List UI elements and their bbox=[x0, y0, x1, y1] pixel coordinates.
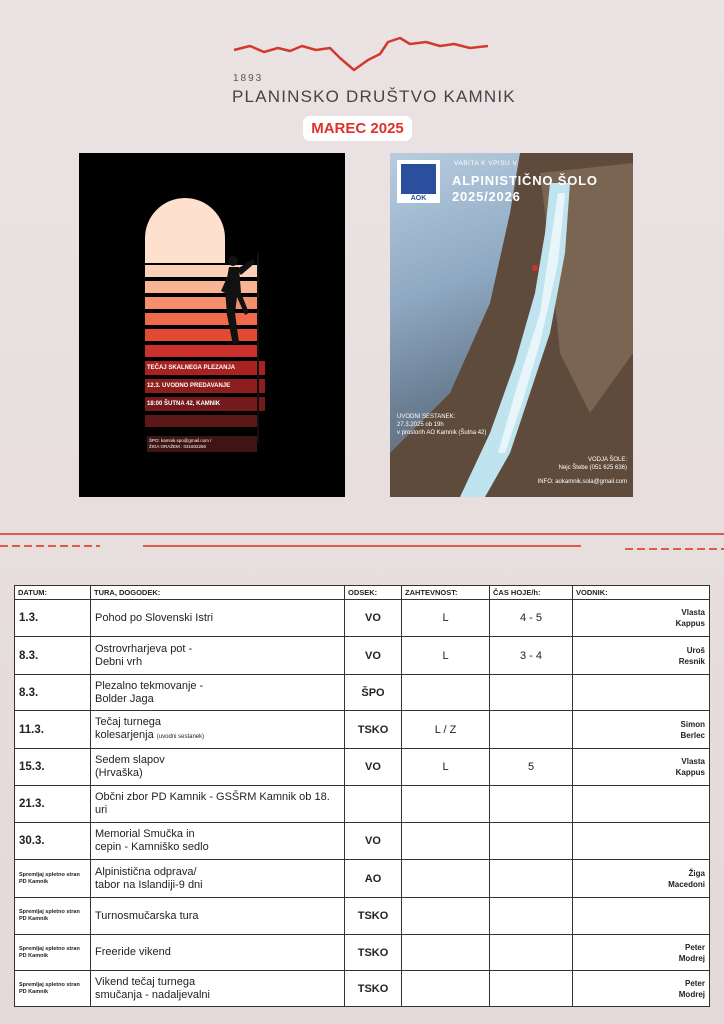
row-tour bbox=[91, 935, 345, 971]
tour-name: Pohod po Slovenski Istri bbox=[95, 611, 214, 624]
tour-name-line2: Debni vrh bbox=[95, 655, 143, 668]
row-section: TSKO bbox=[345, 898, 402, 935]
schedule-table bbox=[14, 585, 710, 1007]
row-difficulty bbox=[402, 823, 490, 860]
row-tour bbox=[91, 786, 345, 823]
guide-last: Modrej bbox=[678, 953, 705, 963]
leader-label: VODJA ŠOLE: bbox=[587, 457, 627, 463]
row-walk-time: 3 - 4 bbox=[490, 637, 573, 675]
decorative-divider bbox=[0, 530, 724, 560]
poster-sun-arch bbox=[145, 198, 225, 263]
aok-logo bbox=[397, 160, 440, 203]
guide-first: Peter bbox=[684, 942, 705, 952]
row-difficulty bbox=[402, 786, 490, 823]
row-section: TSKO bbox=[345, 971, 402, 1007]
table-row bbox=[15, 749, 710, 786]
table-row bbox=[15, 898, 710, 935]
row-walk-time bbox=[490, 786, 573, 823]
poster-contact-email: ŠPO: kamnik.spo@gmail.com / bbox=[149, 438, 212, 443]
divider-dash bbox=[625, 548, 724, 550]
poster-school-title: ALPINISTIČNO ŠOLO 2025/2026 bbox=[452, 173, 598, 204]
table-row bbox=[15, 935, 710, 971]
poster-invite-text: VABITA K VPISU V bbox=[454, 160, 518, 167]
row-tour bbox=[91, 637, 345, 675]
row-date: 8.3. bbox=[15, 637, 91, 675]
tour-name-line2: smučanja - nadaljevalni bbox=[95, 988, 210, 1001]
month-badge: MAREC 2025 bbox=[303, 116, 412, 141]
row-section: VO bbox=[345, 637, 402, 675]
row-walk-time: 5 bbox=[490, 749, 573, 786]
row-difficulty bbox=[402, 971, 490, 1007]
table-row bbox=[15, 823, 710, 860]
tour-name: Turnosmučarska tura bbox=[95, 909, 199, 922]
tour-name: Alpinistična odprava/ bbox=[95, 865, 197, 878]
guide-first: Peter bbox=[684, 978, 705, 988]
guide-first: Žiga bbox=[688, 868, 705, 878]
row-date: 8.3. bbox=[15, 675, 91, 711]
row-section: AO bbox=[345, 860, 402, 898]
col-header-difficulty: ZAHTEVNOST: bbox=[402, 586, 490, 600]
intro-time: 27.3.2025 ob 19h bbox=[397, 422, 444, 428]
row-walk-time: 4 - 5 bbox=[490, 600, 573, 637]
row-guide bbox=[573, 860, 710, 898]
poster-school-leader bbox=[559, 456, 627, 472]
tour-name: Freeride vikend bbox=[95, 946, 171, 958]
guide-first: Uroš bbox=[686, 645, 705, 655]
tour-name-line2: cepin - Kamniško sedlo bbox=[95, 841, 209, 853]
poster-lecture-place: 18:00 ŠUTNA 42, KAMNIK bbox=[145, 397, 265, 411]
row-tour bbox=[91, 749, 345, 786]
col-header-date: DATUM: bbox=[15, 586, 91, 600]
club-logo bbox=[0, 30, 724, 110]
row-difficulty: L bbox=[402, 749, 490, 786]
row-guide bbox=[573, 823, 710, 860]
row-tour bbox=[91, 711, 345, 749]
row-guide bbox=[573, 786, 710, 823]
guide-last: Resnik bbox=[678, 656, 705, 666]
mountain-ridge-icon bbox=[230, 34, 492, 74]
intro-place: v prostorih AO Kamnik (Šutna 42) bbox=[397, 430, 487, 436]
row-guide bbox=[573, 935, 710, 971]
row-date: 15.3. bbox=[15, 749, 91, 786]
col-header-guide: VODNIK: bbox=[573, 586, 710, 600]
row-guide bbox=[573, 675, 710, 711]
col-header-tour: TURA, DOGODEK: bbox=[91, 586, 345, 600]
row-tour bbox=[91, 971, 345, 1007]
row-walk-time bbox=[490, 898, 573, 935]
table-row bbox=[15, 860, 710, 898]
row-guide bbox=[573, 711, 710, 749]
guide-first: Simon bbox=[680, 719, 705, 729]
tour-note: (uvodni sestanek) bbox=[156, 733, 205, 740]
row-section: VO bbox=[345, 749, 402, 786]
row-difficulty bbox=[402, 860, 490, 898]
table-row bbox=[15, 675, 710, 711]
row-date: Spremljaj spletno stran PD Kamnik bbox=[15, 971, 91, 1007]
guide-last: Berlec bbox=[680, 730, 705, 740]
row-tour bbox=[91, 675, 345, 711]
row-guide bbox=[573, 898, 710, 935]
table-row bbox=[15, 971, 710, 1007]
row-difficulty bbox=[402, 898, 490, 935]
divider-dash bbox=[0, 545, 100, 547]
row-difficulty bbox=[402, 935, 490, 971]
organization-name: PLANINSKO DRUŠTVO KAMNIK bbox=[232, 87, 516, 106]
row-walk-time bbox=[490, 711, 573, 749]
row-date: 21.3. bbox=[15, 786, 91, 823]
row-section bbox=[345, 786, 402, 823]
row-difficulty bbox=[402, 675, 490, 711]
climbing-school-poster[interactable] bbox=[390, 153, 633, 497]
poster-course-title: TEČAJ SKALNEGA PLEZANJA bbox=[145, 361, 265, 375]
table-row bbox=[15, 711, 710, 749]
table-row bbox=[15, 600, 710, 637]
row-date: 1.3. bbox=[15, 600, 91, 637]
row-section: VO bbox=[345, 823, 402, 860]
row-date: 30.3. bbox=[15, 823, 91, 860]
tour-name: Ostrovrharjeva pot - bbox=[95, 642, 193, 655]
col-header-section: ODSEK: bbox=[345, 586, 402, 600]
climber-silhouette-icon bbox=[219, 253, 259, 353]
row-difficulty: L bbox=[402, 600, 490, 637]
tour-name-line2: (Hrvaška) bbox=[95, 767, 143, 779]
row-tour bbox=[91, 860, 345, 898]
row-walk-time bbox=[490, 935, 573, 971]
poster-intro-meeting bbox=[397, 413, 517, 437]
row-tour bbox=[91, 600, 345, 637]
tour-name: Občni zbor PD Kamnik - GSŠRM Kamnik ob 18. uri bbox=[95, 791, 330, 816]
poster-info-email: INFO: aokamnik.sola@gmail.com bbox=[537, 479, 627, 485]
aok-logo-mountains-icon bbox=[401, 164, 436, 194]
guide-last: Kappus bbox=[675, 619, 705, 628]
table-header-row bbox=[15, 586, 710, 600]
row-walk-time bbox=[490, 675, 573, 711]
climbing-course-poster[interactable] bbox=[79, 153, 345, 497]
poster-lecture-date: 12.3. UVODNO PREDAVANJE bbox=[145, 379, 265, 393]
poster-stripe bbox=[145, 415, 258, 427]
row-section: ŠPO bbox=[345, 675, 402, 711]
tour-name: Sedem slapov bbox=[95, 754, 165, 766]
tour-name-line2: kolesarjenja bbox=[95, 728, 154, 741]
tour-name: Tečaj turnega bbox=[95, 715, 162, 728]
row-guide bbox=[573, 749, 710, 786]
divider-line bbox=[0, 533, 724, 535]
row-walk-time bbox=[490, 971, 573, 1007]
row-guide bbox=[573, 971, 710, 1007]
row-guide bbox=[573, 637, 710, 675]
row-date: 11.3. bbox=[15, 711, 91, 749]
row-section: TSKO bbox=[345, 935, 402, 971]
row-date: Spremljaj spletno stran PD Kamnik bbox=[15, 898, 91, 935]
row-guide bbox=[573, 600, 710, 637]
guide-first: Vlasta bbox=[681, 608, 705, 617]
col-header-walk-time: ČAS HOJE/h: bbox=[490, 586, 573, 600]
row-section: VO bbox=[345, 600, 402, 637]
guide-last: Macedoni bbox=[668, 879, 705, 889]
aok-logo-label: AOK bbox=[410, 195, 427, 202]
tour-name-line2: tabor na Islandiji-9 dni bbox=[95, 878, 203, 891]
poster-contact-phone: ŽIGA ORAŽEM : 031602260 bbox=[149, 444, 207, 449]
intro-label: UVODNI SESTANEK: bbox=[397, 414, 456, 420]
row-walk-time bbox=[490, 823, 573, 860]
row-tour bbox=[91, 898, 345, 935]
row-date: Spremljaj spletno stran PD Kamnik bbox=[15, 935, 91, 971]
table-row bbox=[15, 637, 710, 675]
guide-last: Modrej bbox=[678, 989, 705, 999]
row-tour bbox=[91, 823, 345, 860]
row-difficulty: L / Z bbox=[402, 711, 490, 749]
leader-name: Nejc Štebe (051 625 636) bbox=[558, 465, 627, 471]
founding-year: 1893 bbox=[233, 73, 264, 84]
guide-last: Kappus bbox=[675, 768, 705, 777]
table-row bbox=[15, 786, 710, 823]
row-walk-time bbox=[490, 860, 573, 898]
divider-line bbox=[143, 545, 581, 547]
tour-name: Vikend tečaj turnega bbox=[95, 975, 196, 988]
row-difficulty: L bbox=[402, 637, 490, 675]
tour-name: Plezalno tekmovanje - bbox=[95, 679, 204, 692]
tour-name-line2: Bolder Jaga bbox=[95, 692, 154, 705]
row-date: Spremljaj spletno stran PD Kamnik bbox=[15, 860, 91, 898]
guide-first: Vlasta bbox=[681, 757, 705, 766]
poster-contact bbox=[147, 436, 257, 452]
tour-name: Memorial Smučka in bbox=[95, 828, 195, 840]
row-section: TSKO bbox=[345, 711, 402, 749]
